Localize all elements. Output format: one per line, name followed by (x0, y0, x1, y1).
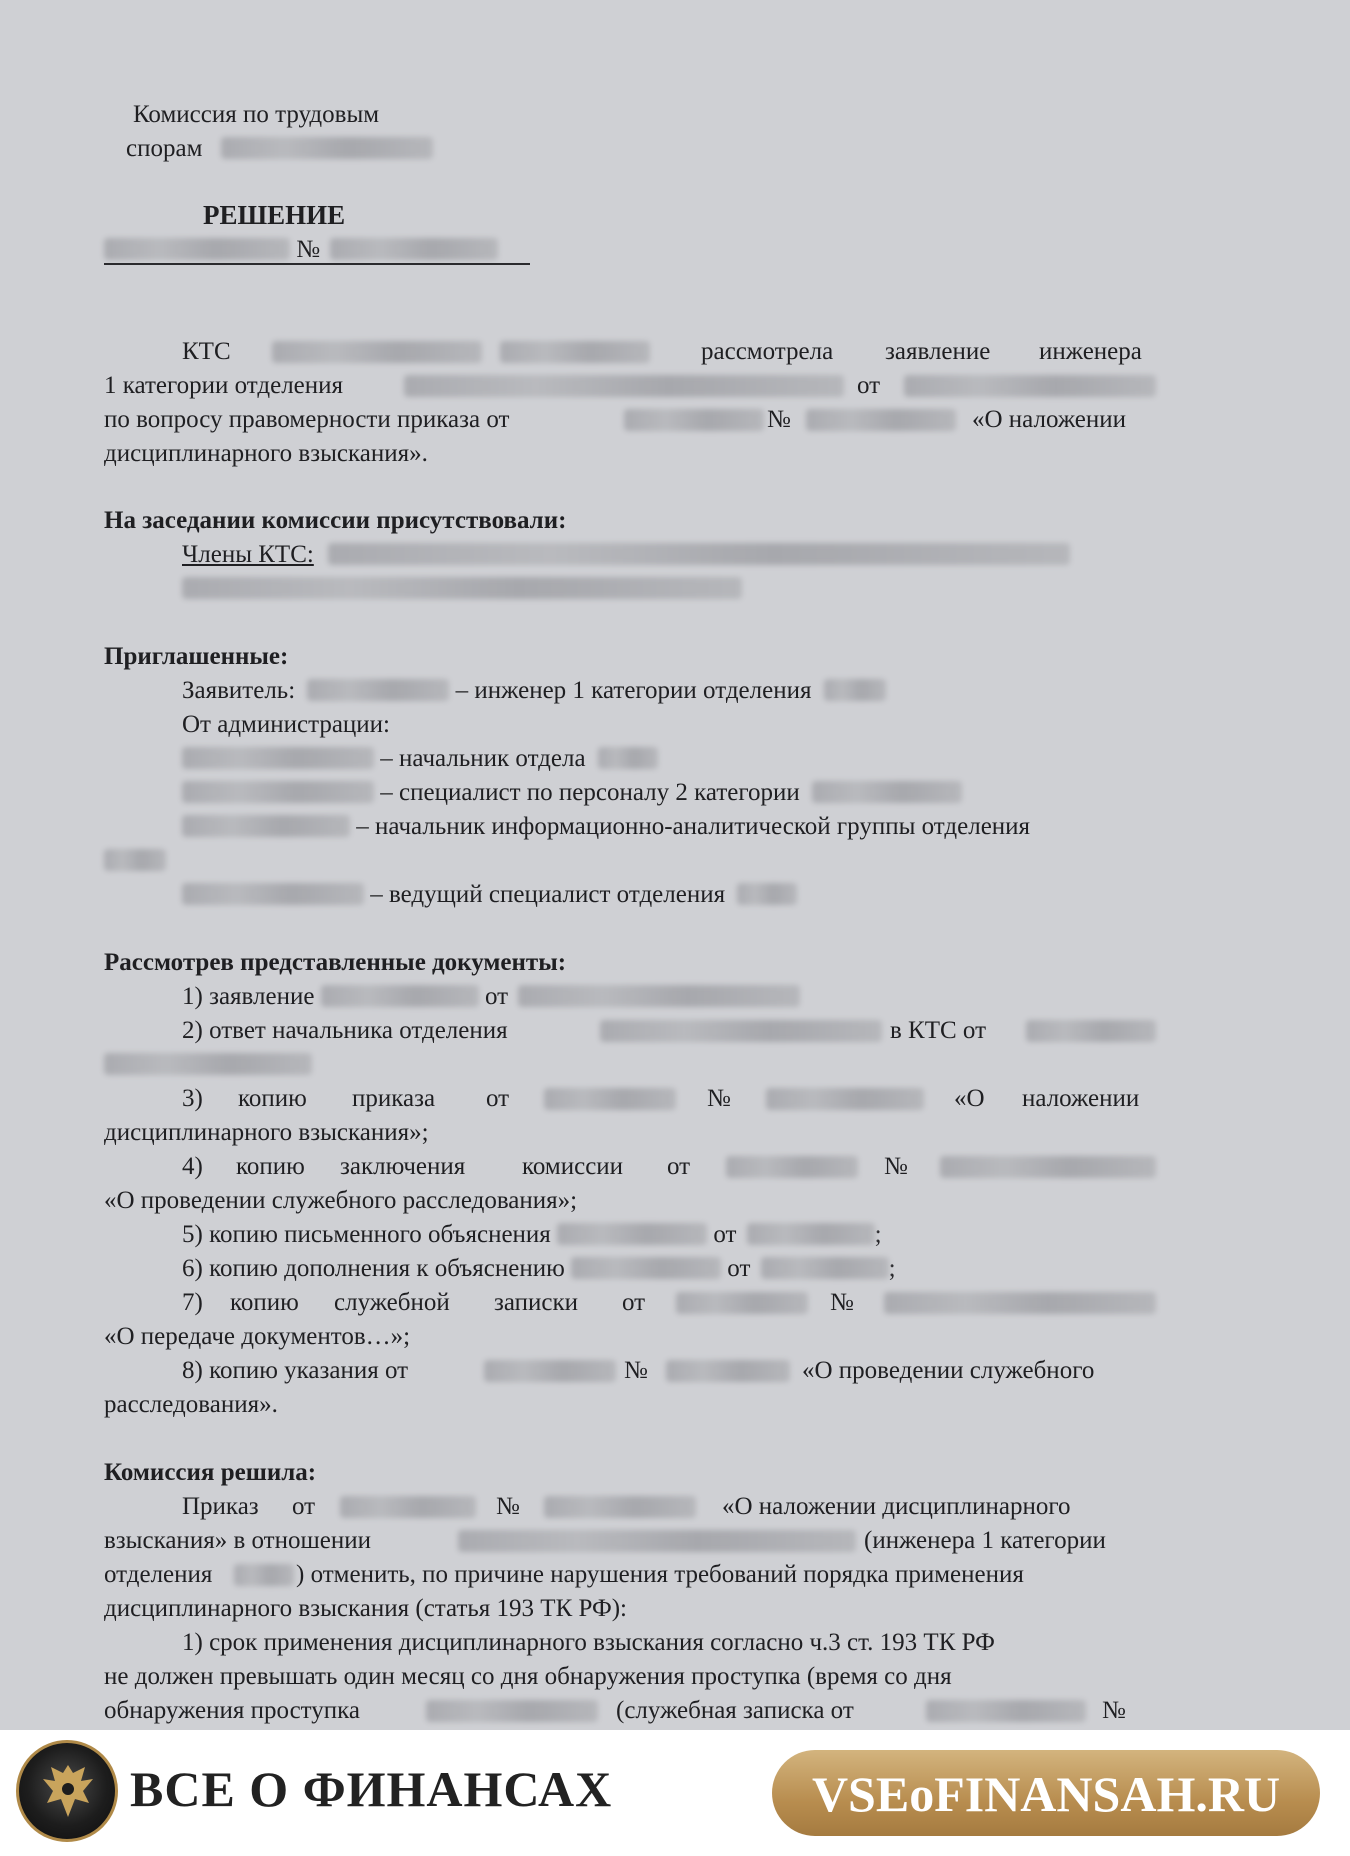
decision-date-number (104, 233, 498, 267)
admin-row-3 (182, 810, 1030, 844)
redacted-block (426, 1700, 598, 1722)
doc-word: от (486, 1085, 510, 1112)
redacted-block (806, 409, 956, 431)
redacted-block (182, 781, 374, 803)
doc-word: наложении (1022, 1085, 1140, 1112)
decision-text: (служебная записка от (616, 1697, 854, 1724)
number-sign: № (296, 236, 321, 263)
admin-row-2 (182, 776, 962, 810)
present-heading: На заседании комиссии присутствовали: (104, 507, 567, 534)
commission-name-text: спорам (126, 135, 203, 162)
doc-item-4-cont: «О проведении служебного расследования»; (104, 1187, 578, 1214)
redacted-block (761, 1257, 889, 1279)
intro-text: № (767, 406, 791, 433)
redacted-block (484, 1360, 616, 1382)
intro-word: рассмотрела (701, 338, 834, 365)
members-line (182, 538, 1070, 572)
doc-word: записки (494, 1289, 579, 1316)
doc-word: 7) (182, 1289, 203, 1316)
admin-row-1 (182, 742, 658, 776)
intro-text: «О наложении (972, 406, 1127, 433)
documents-heading: Рассмотрев представленные документы: (104, 949, 567, 976)
doc-text: 6) копию дополнения к объяснению (182, 1255, 565, 1282)
decision-text: «О наложении дисциплинарного (722, 1493, 1071, 1520)
decision-text: № (496, 1493, 520, 1520)
doc-item-7-cont: «О передаче документов…»; (104, 1323, 411, 1350)
redacted-number (330, 238, 498, 260)
decision-line-4: дисциплинарного взыскания (статья 193 ТК РФ): (104, 1595, 627, 1622)
decision-line-5: 1) срок применения дисциплинарного взыскания согласно ч.3 ст. 193 ТК РФ (182, 1629, 995, 1656)
doc-item-5 (182, 1218, 882, 1252)
doc-item-8-cont: расследования». (104, 1391, 278, 1418)
intro-text: от (857, 372, 881, 399)
redacted-block (676, 1292, 808, 1314)
admin-label: От администрации: (182, 711, 391, 738)
doc-word: 4) (182, 1153, 203, 1180)
redacted-block (926, 1700, 1086, 1722)
doc-text: 8) копию указания от (182, 1357, 409, 1384)
decision-text: от (292, 1493, 316, 1520)
doc-word: от (622, 1289, 646, 1316)
redacted-block (518, 985, 800, 1007)
decision-text: взыскания» в отношении (104, 1527, 371, 1554)
redacted-block (544, 1088, 676, 1110)
redacted-block (182, 883, 364, 905)
doc-text: «О проведении служебного (802, 1357, 1095, 1384)
redacted-block (182, 577, 742, 599)
redacted-block (500, 341, 650, 363)
doc-word: комиссии (522, 1153, 624, 1180)
decision-heading: Комиссия решила: (104, 1459, 317, 1486)
commission-name-line2 (126, 132, 433, 166)
doc-item-6 (182, 1252, 896, 1286)
redacted-block (182, 747, 374, 769)
redacted-block (234, 1564, 294, 1586)
doc-word: приказа (352, 1085, 436, 1112)
redacted-block (182, 815, 350, 837)
redacted-block (747, 1223, 875, 1245)
intro-word: КТС (182, 338, 231, 365)
admin-row-4 (182, 878, 797, 912)
redacted-block (600, 1020, 882, 1042)
doc-text: 1) заявление (182, 983, 315, 1010)
double-headed-eagle-icon (16, 1740, 118, 1842)
redacted-block (458, 1530, 856, 1552)
doc-word: копию (238, 1085, 307, 1112)
doc-text: 2) ответ начальника отделения (182, 1017, 508, 1044)
redacted-block (598, 747, 658, 769)
decision-text: ) отменить, по причине нарушения требований порядка применения (296, 1561, 1024, 1588)
redacted-block (104, 1053, 312, 1075)
brand-url-badge[interactable] (772, 1750, 1320, 1836)
doc-item-2-cont (104, 1048, 312, 1082)
redacted-block (321, 985, 479, 1007)
doc-text: № (624, 1357, 648, 1384)
intro-line-4: дисциплинарного взыскания». (104, 440, 428, 467)
redacted-block (737, 883, 797, 905)
redacted-block (904, 375, 1156, 397)
decision-text: Приказ (182, 1493, 259, 1520)
doc-word: от (667, 1153, 691, 1180)
intro-text: по вопросу правомерности приказа от (104, 406, 510, 433)
applicant-line (182, 674, 886, 708)
applicant-label: Заявитель: (182, 677, 296, 704)
redacted-block (557, 1223, 707, 1245)
doc-text: от (727, 1255, 751, 1282)
decision-line-6: не должен превышать один месяц со дня обнаружения проступка (время со дня (104, 1663, 952, 1690)
redacted-block (666, 1360, 790, 1382)
redacted-block (221, 137, 433, 159)
role-text: – специалист по персоналу 2 категории (380, 779, 800, 806)
site-footer-banner (0, 1730, 1350, 1856)
redacted-block (624, 409, 764, 431)
redacted-date (104, 238, 290, 260)
doc-text: 5) копию письменного объяснения (182, 1221, 551, 1248)
redacted-block (766, 1088, 924, 1110)
redacted-block (544, 1496, 696, 1518)
redacted-block (824, 679, 886, 701)
intro-word: заявление (885, 338, 991, 365)
invited-heading: Приглашенные: (104, 643, 289, 670)
doc-word: копию (230, 1289, 299, 1316)
redacted-block (571, 1257, 721, 1279)
redacted-block (404, 375, 844, 397)
doc-text: ; (874, 1221, 882, 1248)
redacted-block (726, 1156, 858, 1178)
redacted-block (1026, 1020, 1156, 1042)
doc-item-3-cont: дисциплинарного взыскания»; (104, 1119, 429, 1146)
doc-word: служебной (334, 1289, 450, 1316)
brand-url-text: VSEoFINANSAH.RU (811, 1766, 1281, 1822)
admin-row-3-cont (104, 844, 166, 878)
doc-text: ; (888, 1255, 896, 1282)
doc-word: копию (236, 1153, 305, 1180)
decision-text: (инженера 1 категории (864, 1527, 1106, 1554)
redacted-block (328, 543, 1070, 565)
doc-word: № (884, 1153, 908, 1180)
redacted-block (272, 341, 482, 363)
members-line-2 (182, 572, 742, 606)
redacted-block (884, 1292, 1156, 1314)
members-label: Члены КТС: (182, 541, 314, 568)
doc-item-1 (182, 980, 800, 1014)
doc-text: от (713, 1221, 737, 1248)
role-text: – начальник информационно-аналитической группы отделения (356, 813, 1031, 840)
doc-text: в КТС от (890, 1017, 987, 1044)
title-underline (104, 263, 530, 265)
redacted-block (340, 1496, 476, 1518)
decision-text: отделения (104, 1561, 213, 1588)
commission-name-line1: Комиссия по трудовым (133, 101, 380, 128)
redacted-block (307, 679, 449, 701)
doc-text: от (484, 983, 509, 1010)
redacted-block (104, 849, 166, 871)
brand-name-left: ВСЕ О ФИНАНСАХ (130, 1761, 613, 1817)
intro-word: инженера (1039, 338, 1142, 365)
decision-text: № (1102, 1697, 1126, 1724)
decision-text: обнаружения проступка (104, 1697, 361, 1724)
redacted-block (812, 781, 962, 803)
role-text: – начальник отдела (380, 745, 586, 772)
role-text: – ведущий специалист отделения (370, 881, 726, 908)
doc-word: № (830, 1289, 854, 1316)
doc-word: 3) (182, 1085, 203, 1112)
intro-text: 1 категории отделения (104, 372, 344, 399)
doc-word: «О (954, 1085, 985, 1112)
doc-word: заключения (340, 1153, 466, 1180)
doc-word: № (707, 1085, 731, 1112)
applicant-role: – инженер 1 категории отделения (455, 677, 812, 704)
decision-title: РЕШЕНИЕ (203, 200, 346, 230)
redacted-block (940, 1156, 1156, 1178)
